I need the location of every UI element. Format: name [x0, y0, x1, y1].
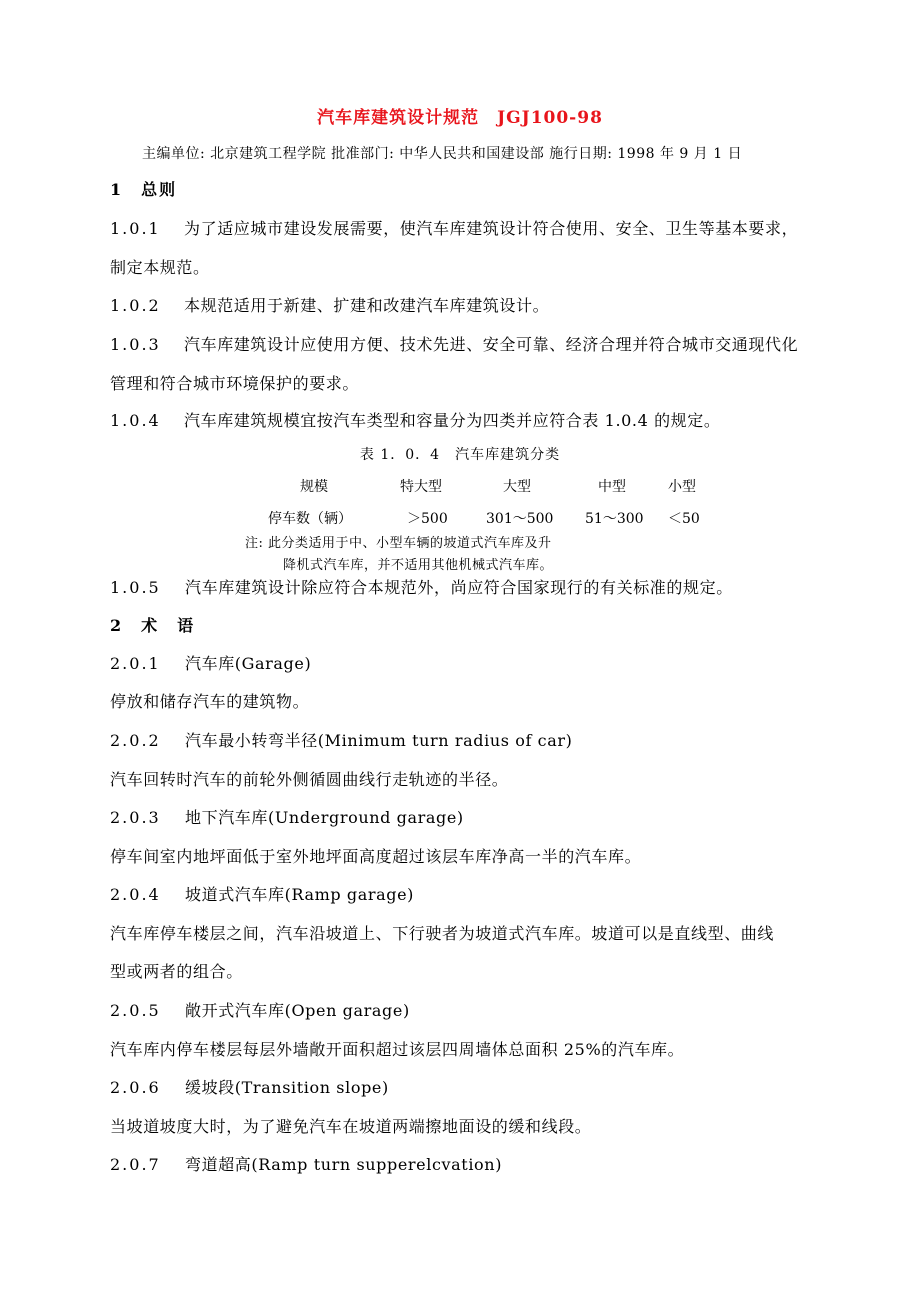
table-data-row [0, 508, 920, 528]
term-name: 坡道式汽车库(Ramp garage) [185, 885, 415, 904]
table-note-line-2: 降机式汽车库，并不适用其他机械式汽车库。 [283, 558, 554, 573]
clause-number: 1.0.1 [110, 219, 161, 238]
term-number: 2.0.2 [110, 731, 161, 750]
table-cell: 301～500 [486, 511, 554, 527]
table-header-cell: 小型 [668, 479, 696, 495]
term-name: 敞开式汽车库(Open garage) [185, 1001, 410, 1020]
clause-text: 汽车库建筑设计应使用方便、技术先进、安全可靠、经济合理并符合城市交通现代化 [184, 335, 799, 354]
table-cell: ＞500 [407, 511, 448, 527]
clause-number: 1.0.5 [110, 578, 161, 597]
clause-1-0-5 [110, 578, 733, 598]
term-number: 2.0.6 [110, 1078, 161, 1097]
clause-1-0-3 [110, 335, 798, 355]
table-header-row [0, 476, 920, 496]
term-number: 2.0.4 [110, 885, 161, 904]
term-definition: 当坡道坡度大时，为了避免汽车在坡道两端擦地面设的缓和线段。 [110, 1117, 592, 1136]
clause-1-0-1-cont: 制定本规范。 [110, 258, 210, 277]
clause-text: 汽车库建筑规模宜按汽车类型和容量分为四类并应符合表 1.0.4 的规定。 [184, 411, 721, 430]
section-heading-1: 1 总则 [110, 180, 178, 199]
term-2-0-6 [110, 1078, 389, 1098]
table-cell: ＜50 [668, 511, 700, 527]
clause-1-0-2 [110, 296, 549, 316]
table-note-line-1: 注: 此分类适用于中、小型车辆的坡道式汽车库及升 [245, 536, 552, 551]
term-name: 弯道超高(Ramp turn supperelcvation) [185, 1155, 503, 1174]
table-cell: 51～300 [585, 511, 644, 527]
term-2-0-4 [110, 885, 414, 905]
term-definition: 汽车回转时汽车的前轮外侧循圆曲线行走轨迹的半径。 [110, 770, 509, 789]
clause-1-0-3-cont: 管理和符合城市环境保护的要求。 [110, 374, 360, 393]
clause-number: 1.0.4 [110, 411, 161, 430]
table-row-label: 停车数（辆） [268, 511, 352, 527]
clause-1-0-1 [110, 219, 798, 239]
term-definition-cont: 型或两者的组合。 [110, 962, 243, 981]
document-meta: 主编单位: 北京建筑工程学院 批准部门: 中华人民共和国建设部 施行日期: 1998 年 9 月 1 日 [142, 146, 743, 162]
table-header-cell: 特大型 [400, 479, 442, 495]
table-header-cell: 中型 [598, 479, 626, 495]
table-header-cell: 大型 [503, 479, 531, 495]
page-title: 汽车库建筑设计规范 JGJ100-98 [317, 108, 603, 128]
term-definition: 停放和储存汽车的建筑物。 [110, 692, 310, 711]
term-name: 地下汽车库(Underground garage) [185, 808, 464, 827]
term-2-0-3 [110, 808, 464, 828]
clause-text: 为了适应城市建设发展需要，使汽车库建筑设计符合使用、安全、卫生等基本要求， [184, 219, 799, 238]
term-name: 缓坡段(Transition slope) [185, 1078, 389, 1097]
term-definition: 停车间室内地坪面低于室外地坪面高度超过该层车库净高一半的汽车库。 [110, 847, 642, 866]
term-number: 2.0.3 [110, 808, 161, 827]
term-2-0-5 [110, 1001, 410, 1021]
term-2-0-1 [110, 654, 311, 674]
term-definition: 汽车库内停车楼层每层外墙敞开面积超过该层四周墙体总面积 25%的汽车库。 [110, 1040, 685, 1059]
clause-text: 汽车库建筑设计除应符合本规范外，尚应符合国家现行的有关标准的规定。 [185, 578, 733, 597]
term-2-0-2 [110, 731, 572, 751]
clause-number: 1.0.3 [110, 335, 161, 354]
term-number: 2.0.5 [110, 1001, 161, 1020]
clause-1-0-4 [110, 411, 720, 431]
term-definition: 汽车库停车楼层之间，汽车沿坡道上、下行驶者为坡道式汽车库。坡道可以是直线型、曲线 [110, 924, 775, 943]
term-name: 汽车最小转弯半径(Minimum turn radius of car) [185, 731, 573, 750]
term-2-0-7 [110, 1155, 502, 1175]
section-heading-2: 2 术 语 [110, 616, 196, 635]
term-number: 2.0.7 [110, 1155, 161, 1174]
clause-number: 1.0.2 [110, 296, 161, 315]
table-header-cell: 规模 [300, 479, 328, 495]
term-number: 2.0.1 [110, 654, 161, 673]
table-caption: 表 1．0．4 汽车库建筑分类 [359, 447, 561, 463]
clause-text: 本规范适用于新建、扩建和改建汽车库建筑设计。 [184, 296, 550, 315]
term-name: 汽车库(Garage) [185, 654, 312, 673]
